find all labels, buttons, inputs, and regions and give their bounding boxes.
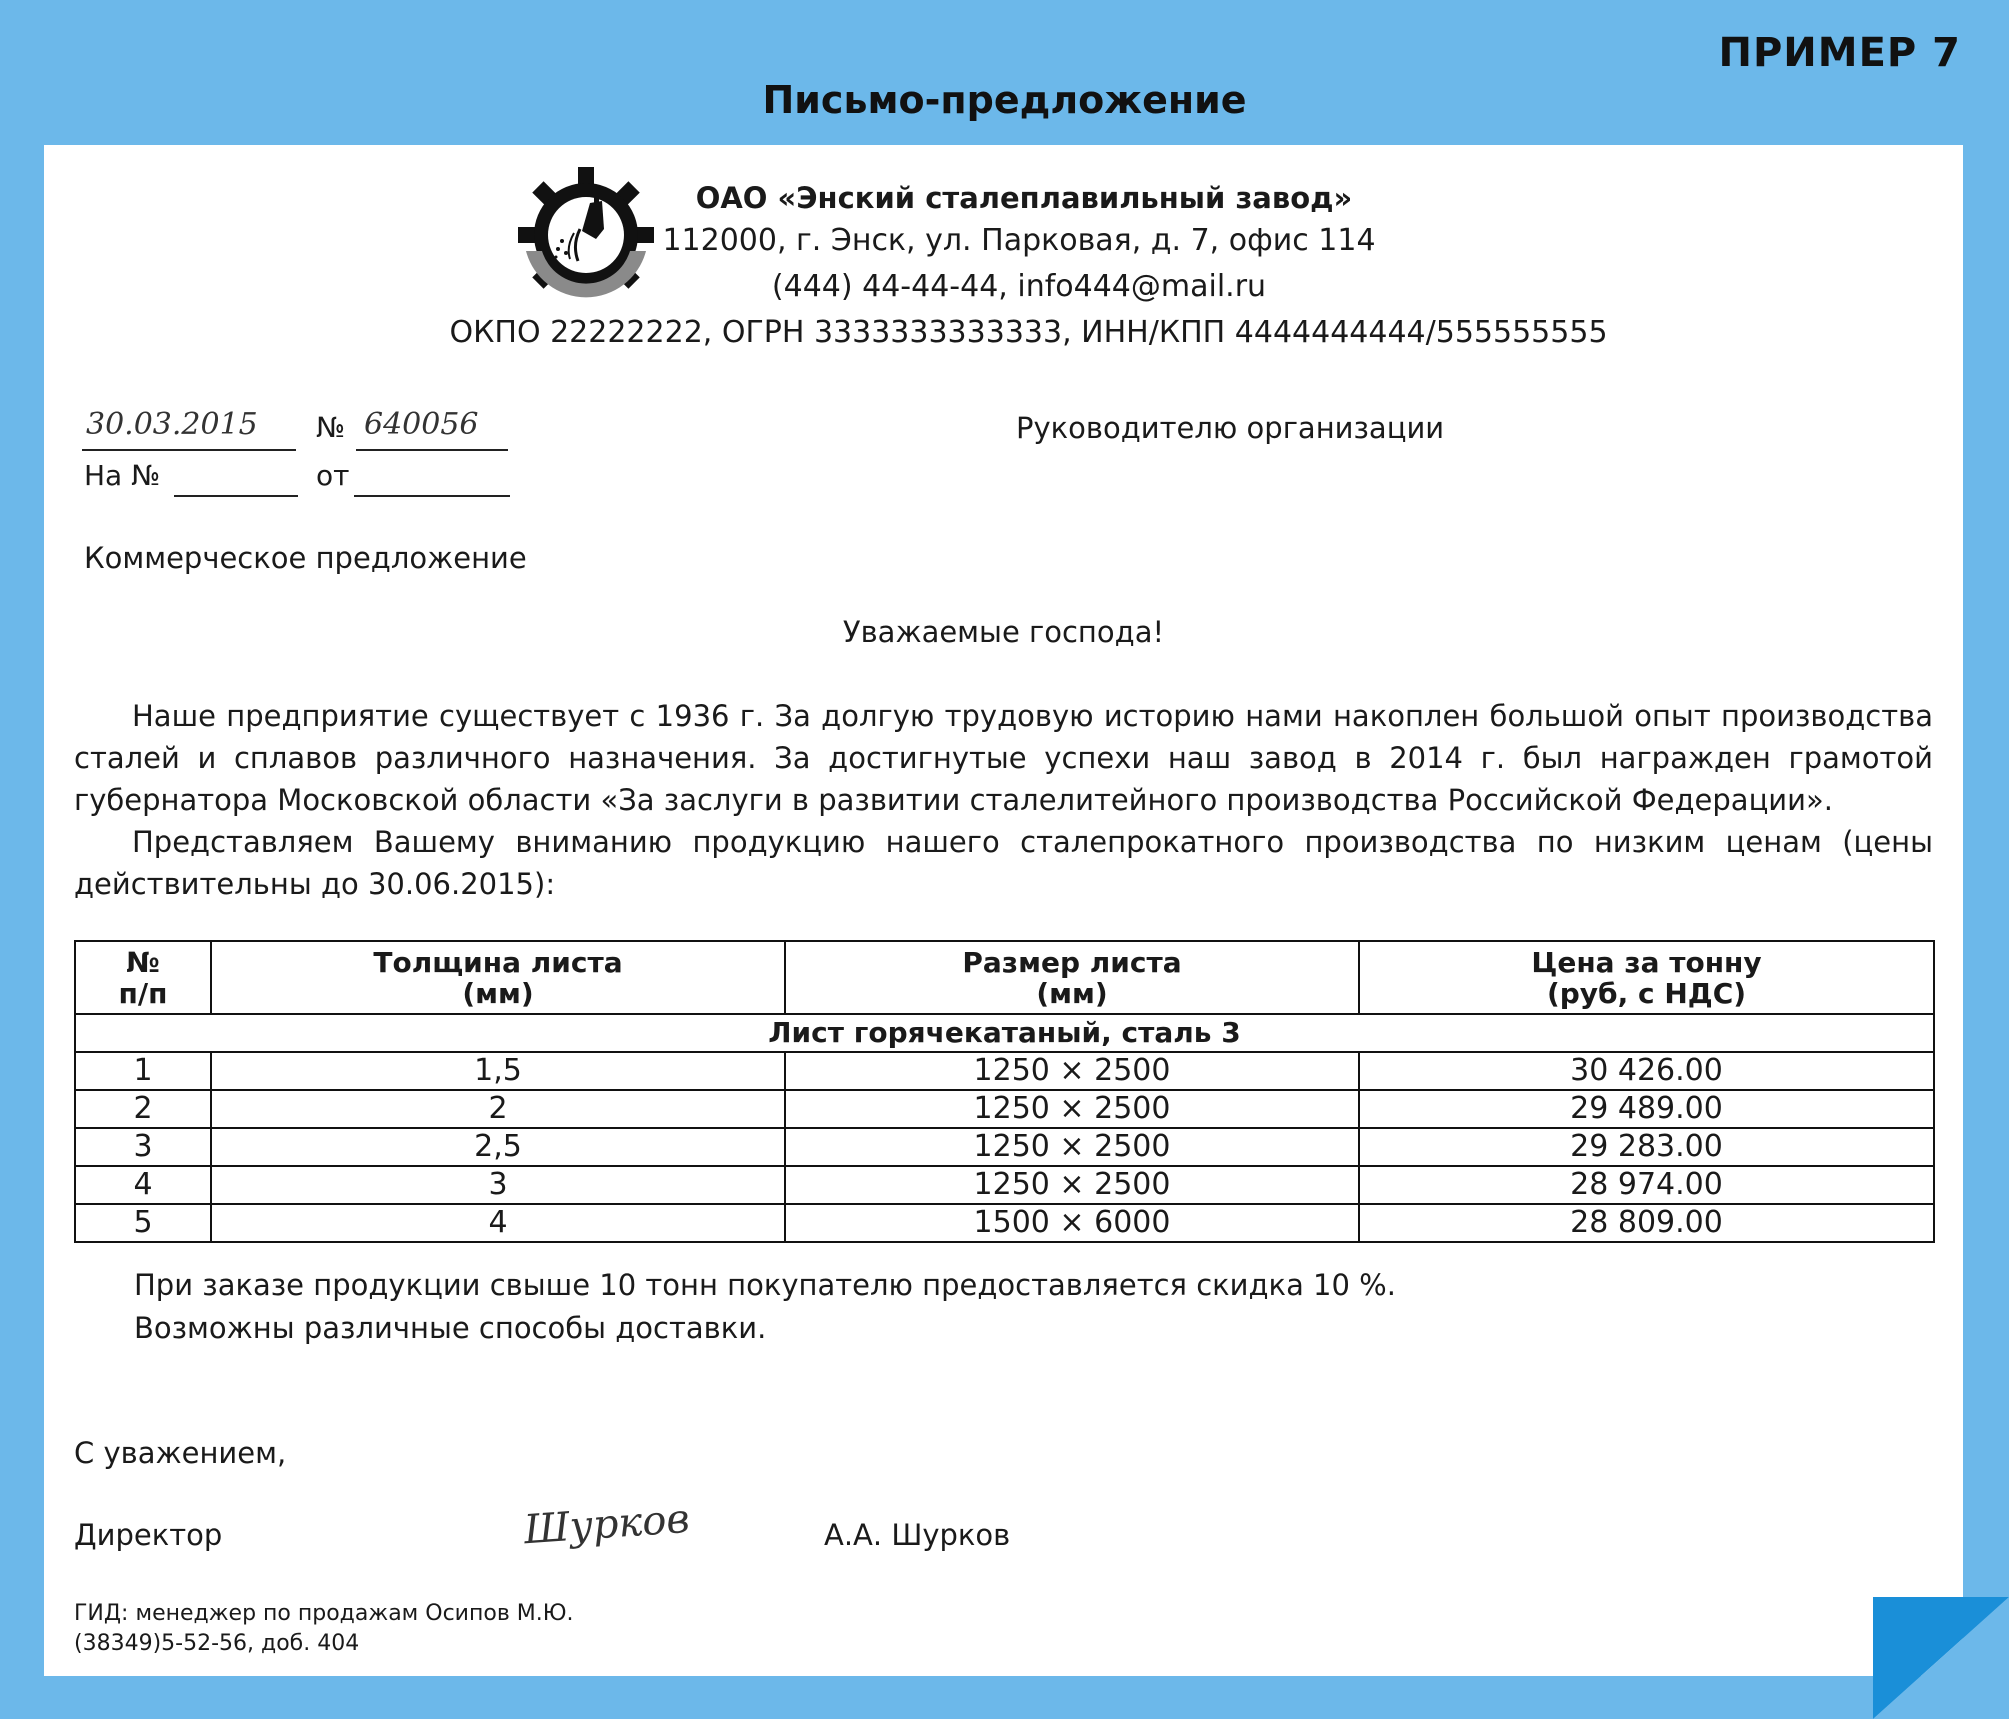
header-price: Цена за тонну (руб, с НДС)	[1359, 941, 1934, 1014]
letter-body	[74, 695, 1933, 905]
cell-thickness: 2,5	[211, 1128, 785, 1166]
org-name: ОАО «Энский сталеплавильный завод»	[695, 181, 1353, 215]
cell-num: 3	[75, 1128, 211, 1166]
reference-number-label: На №	[84, 459, 161, 492]
letter-number: 640056	[364, 407, 479, 442]
cell-price: 30 426.00	[1359, 1052, 1934, 1090]
cell-price: 28 974.00	[1359, 1166, 1934, 1204]
letter-page	[44, 145, 1963, 1676]
table-row	[75, 1052, 1934, 1090]
discount-note: При заказе продукции свыше 10 тонн покупателю предоставляется скидка 10 %.	[134, 1268, 1396, 1302]
cell-size: 1500 × 6000	[785, 1204, 1359, 1242]
cell-thickness: 1,5	[211, 1052, 785, 1090]
recipient: Руководителю организации	[1016, 411, 1445, 445]
cell-num: 1	[75, 1052, 211, 1090]
cell-thickness: 2	[211, 1090, 785, 1128]
reference-number-underline	[174, 459, 298, 497]
greeting: Уважаемые господа!	[842, 615, 1165, 649]
cell-thickness: 4	[211, 1204, 785, 1242]
number-sign: №	[316, 411, 346, 444]
header-size: Размер листа (мм)	[785, 941, 1359, 1014]
closing-regards: С уважением,	[74, 1436, 287, 1470]
body-paragraph-1: Наше предприятие существует с 1936 г. За долгую трудовую историю нами накоплен большой опыт производства сталей и сплавов различного назначения. За достигнутые успехи наш завод в 2014 г. был награжден грамотой губернатора Московской области «За заслуги в развитии сталелитейного производства Российской Федерации».	[74, 699, 1933, 817]
cell-num: 4	[75, 1166, 211, 1204]
cell-price: 29 283.00	[1359, 1128, 1934, 1166]
cell-size: 1250 × 2500	[785, 1090, 1359, 1128]
body-paragraph-2: Представляем Вашему вниманию продукцию нашего сталепрокатного производства по низким ценам (цены действительны до 30.06.2015):	[74, 825, 1933, 901]
contact-person: ГИД: менеджер по продажам Осипов М.Ю.	[74, 1601, 574, 1626]
handwritten-signature	[520, 1493, 710, 1557]
cell-price: 29 489.00	[1359, 1090, 1934, 1128]
signer-name: А.А. Шурков	[824, 1518, 1011, 1552]
cell-size: 1250 × 2500	[785, 1166, 1359, 1204]
table-row	[75, 1090, 1934, 1128]
cell-num: 5	[75, 1204, 211, 1242]
table-row	[75, 1166, 1934, 1204]
header-num: № п/п	[75, 941, 211, 1014]
header-thickness: Толщина листа (мм)	[211, 941, 785, 1014]
delivery-note: Возможны различные способы доставки.	[134, 1311, 767, 1345]
example-label: ПРИМЕР 7	[1718, 30, 1961, 76]
document-title: Письмо-предложение	[762, 78, 1247, 122]
table-section-title: Лист горячекатаный, сталь 3	[75, 1014, 1934, 1052]
table-row	[75, 1204, 1934, 1242]
org-codes: ОКПО 22222222, ОГРН 3333333333333, ИНН/КПП 4444444444/555555555	[449, 315, 1608, 350]
cell-num: 2	[75, 1090, 211, 1128]
price-table-header	[75, 941, 1934, 1014]
letter-date: 30.03.2015	[86, 407, 258, 442]
cell-thickness: 3	[211, 1166, 785, 1204]
cell-size: 1250 × 2500	[785, 1052, 1359, 1090]
contact-phone: (38349)5-52-56, доб. 404	[74, 1631, 360, 1656]
table-section-row	[75, 1014, 1934, 1052]
cell-size: 1250 × 2500	[785, 1128, 1359, 1166]
reference-from-label: от	[316, 459, 350, 492]
signer-position: Директор	[74, 1518, 223, 1552]
org-address: 112000, г. Энск, ул. Парковая, д. 7, офис 114	[662, 223, 1376, 258]
table-row	[75, 1128, 1934, 1166]
svg-text:Шурков: Шурков	[522, 1495, 692, 1554]
reference-from-underline	[354, 459, 510, 497]
cell-price: 28 809.00	[1359, 1204, 1934, 1242]
folded-corner	[1873, 1597, 2009, 1719]
price-table	[74, 940, 1935, 1243]
subject: Коммерческое предложение	[84, 541, 527, 575]
org-contacts: (444) 44-44-44, info444@mail.ru	[771, 269, 1267, 304]
